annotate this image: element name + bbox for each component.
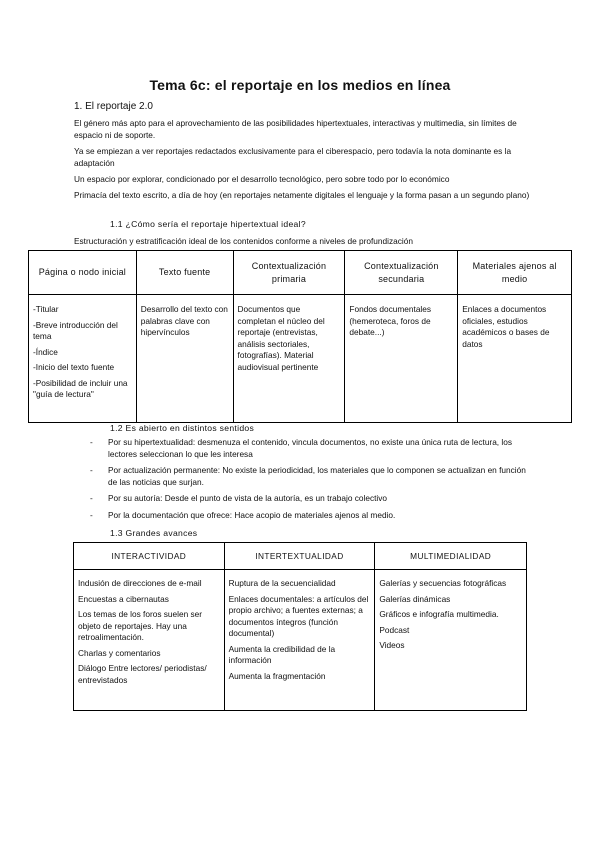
paragraph-4: Primacía del texto escrito, a día de hoy (en reportajes netamente digitales el lenguaje y la forma pasan a un segundo plano) bbox=[74, 190, 530, 200]
table-cell bbox=[29, 295, 137, 423]
table-header: Contextualización secundaria bbox=[345, 251, 458, 295]
table-cell bbox=[224, 570, 375, 711]
list-item: Galerías dinámicas bbox=[379, 593, 451, 604]
list-item: Encuestas a cibernautas bbox=[78, 593, 169, 604]
table-header: INTERACTIVIDAD bbox=[74, 543, 225, 570]
openness-list bbox=[90, 437, 530, 526]
bullet-marker: - bbox=[90, 437, 93, 447]
subsection-heading-1-2: 1.2 Es abierto en distintos sentidos bbox=[110, 423, 255, 433]
table-header-row bbox=[74, 543, 527, 570]
bullet-marker: - bbox=[90, 465, 93, 475]
list-item-text: Por su autoría: Desde el punto de vista de la autoría, es un trabajo colectivo bbox=[108, 493, 388, 503]
list-item: -Índice bbox=[33, 346, 58, 357]
list-item: -Breve introducción del tema bbox=[33, 319, 118, 341]
table-row bbox=[29, 295, 572, 423]
list-item bbox=[90, 493, 530, 505]
list-item: Aumenta la credibilidad de la información bbox=[228, 643, 336, 665]
bullet-marker: - bbox=[90, 509, 93, 520]
list-item: Charlas y comentarios bbox=[78, 647, 161, 658]
list-item bbox=[90, 437, 530, 460]
list-item: Indusión de direcciones de e-mail bbox=[78, 578, 202, 588]
list-item: Diálogo Entre lectores/ periodistas/ entrevistados bbox=[78, 663, 207, 685]
table-header: INTERTEXTUALIDAD bbox=[224, 543, 375, 570]
table-header-row bbox=[29, 251, 572, 295]
table1-caption: Estructuración y estratificación ideal de los contenidos conforme a niveles de profundización bbox=[74, 236, 413, 246]
list-item: Podcast bbox=[379, 624, 410, 635]
list-item: Galerías y secuencias fotográficas bbox=[379, 578, 507, 588]
list-item: Enlaces documentales: a artículos del propio archivo; a fuentes externas; a documentos íntegros (función documental) bbox=[228, 593, 369, 638]
bullet-marker: - bbox=[90, 493, 93, 503]
table-cell: Fondos documentales (hemeroteca, foros de debate...) bbox=[345, 295, 458, 423]
table-header: Página o nodo inicial bbox=[29, 251, 137, 295]
table-header: Texto fuente bbox=[136, 251, 233, 295]
page-title: Tema 6c: el reportaje en los medios en línea bbox=[149, 77, 451, 93]
table-header: MULTIMEDIALIDAD bbox=[375, 543, 527, 570]
list-item: Ruptura de la secuencialidad bbox=[228, 578, 336, 588]
list-item: Los temas de los foros suelen ser objeto de reportajes. Hay una retroalimentación. bbox=[78, 609, 203, 642]
subsection-heading-1-1: 1.1 ¿Cómo sería el reportaje hipertextual ideal? bbox=[110, 219, 306, 229]
list-item: Gráficos e infografía multimedia. bbox=[379, 609, 499, 619]
content-levels-table bbox=[28, 250, 572, 423]
table-header: Contextualización primaria bbox=[233, 251, 345, 295]
list-item: -Inicio del texto fuente bbox=[33, 362, 115, 372]
table-cell bbox=[375, 570, 527, 711]
paragraph-1: El género más apto para el aprovechamiento de las posibilidades hipertextuales, interactivas y multimedia, sin límites de espacio ni de soporte. bbox=[74, 118, 517, 140]
list-item bbox=[90, 510, 530, 522]
paragraph-2: Ya se empiezan a ver reportajes redactados exclusivamente para el ciberespacio, pero todavía la nota dominante es la adaptación bbox=[74, 146, 512, 168]
list-item: Aumenta la fragmentación bbox=[228, 670, 326, 681]
list-item bbox=[90, 465, 530, 488]
section-heading-1: 1. El reportaje 2.0 bbox=[74, 101, 153, 112]
list-item-text: Por la documentación que ofrece: Hace acopio de materiales ajenos al medio. bbox=[108, 509, 396, 520]
list-item: -Titular bbox=[33, 304, 59, 314]
subsection-heading-1-3: 1.3 Grandes avances bbox=[110, 528, 198, 538]
list-item: Videos bbox=[379, 640, 405, 650]
paragraph-3: Un espacio por explorar, condicionado por el desarrollo tecnológico, pero sobre todo por lo económico bbox=[74, 174, 450, 184]
list-item-text: Por su hipertextualidad: desmenuza el contenido, vincula documentos, no existe una única ruta de lectura, los lectores seleccionan lo que les interesa bbox=[108, 437, 513, 459]
list-item-text: Por actualización permanente: No existe la periodicidad, los materiales que lo componen se actualizan en función de las noticias que surjan. bbox=[108, 465, 526, 487]
table-cell: Documentos que completan el núcleo del reportaje (entrevistas, análisis sectoriales, fotografías). Material audiovisual pertinente bbox=[233, 295, 345, 423]
table-row bbox=[74, 570, 527, 711]
table-header: Materiales ajenos al medio bbox=[458, 251, 572, 295]
table-cell: Desarrollo del texto con palabras clave con hipervínculos bbox=[136, 295, 233, 423]
table-cell bbox=[74, 570, 225, 711]
list-item: -Posibilidad de incluir una "guía de lectura" bbox=[33, 377, 128, 399]
table-cell: Enlaces a documentos oficiales, estudios académicos o bases de datos bbox=[458, 295, 572, 423]
advances-table bbox=[73, 542, 527, 711]
